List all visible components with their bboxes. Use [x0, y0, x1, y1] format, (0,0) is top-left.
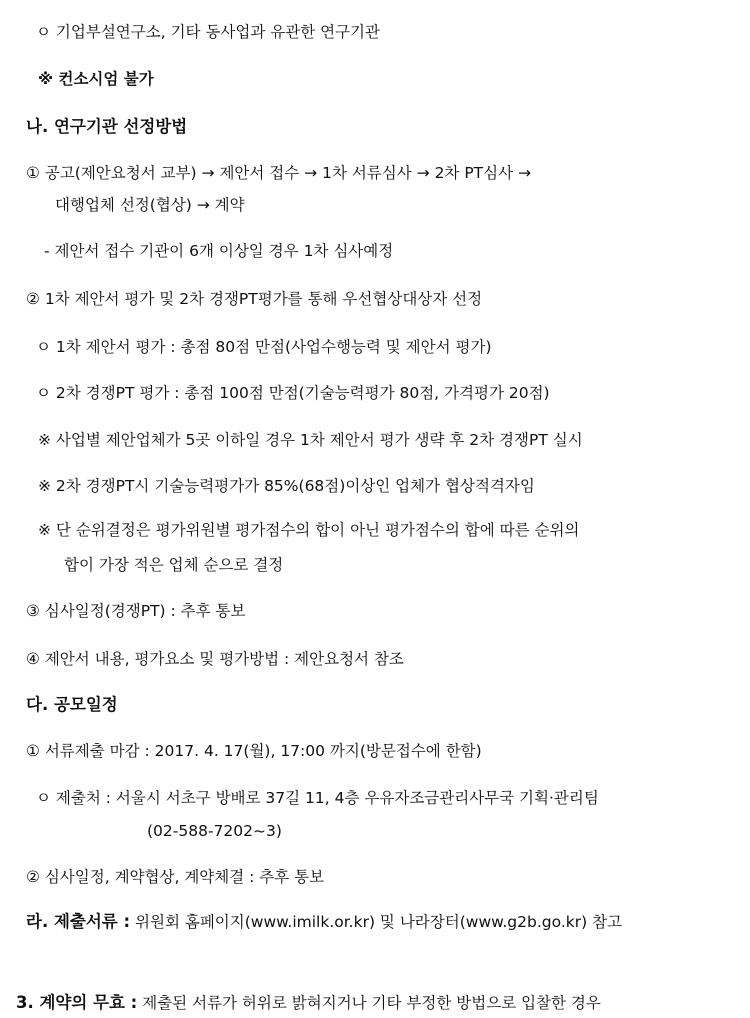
contract-void-line — [16, 993, 601, 1013]
submit-docs-label: 라. 제출서류 : — [26, 912, 131, 931]
note-skip-round-1: ※ 사업별 제안업체가 5곳 이하일 경우 1차 제안서 평가 생략 후 2차 경쟁PT 실시 — [38, 431, 583, 449]
screening-note: - 제안서 접수 기관이 6개 이상일 경우 1차 심사예정 — [44, 242, 394, 260]
submission-address: ㅇ 제출처 : 서울시 서초구 방배로 37길 11, 4층 우유자조금관리사무국 기획·관리팀 — [36, 789, 599, 807]
section-heading-schedule: 다. 공모일정 — [26, 695, 118, 714]
submission-phone: (02-588-7202~3) — [147, 822, 282, 840]
evaluation-round-1: ㅇ 1차 제안서 평가 : 총점 80점 만점(사업수행능력 및 제안서 평가) — [36, 338, 492, 356]
contract-void-label: 3. 계약의 무효 : — [16, 993, 138, 1012]
process-step-1: ① 공고(제안요청서 교부) → 제안서 접수 → 1차 서류심사 → 2차 PT심사 → — [26, 164, 532, 182]
process-step-2: ② 1차 제안서 평가 및 2차 경쟁PT평가를 통해 우선협상대상자 선정 — [26, 290, 483, 308]
consortium-note: ※ 컨소시엄 불가 — [38, 70, 154, 88]
submit-docs-line — [26, 912, 622, 932]
research-institute-item: ㅇ 기업부설연구소, 기타 동사업과 유관한 연구기관 — [36, 23, 380, 41]
note-eligibility: ※ 2차 경쟁PT시 기술능력평가가 85%(68점)이상인 업체가 협상적격자임 — [38, 477, 535, 495]
schedule-step-1: ① 서류제출 마감 : 2017. 4. 17(월), 17:00 까지(방문접수에 한함) — [26, 742, 482, 760]
section-heading-selection: 나. 연구기관 선정방법 — [26, 117, 188, 136]
schedule-step-2: ② 심사일정, 계약협상, 계약체결 : 추후 통보 — [26, 868, 325, 886]
note-ranking-cont: 합이 가장 적은 업체 순으로 결정 — [64, 556, 284, 574]
evaluation-round-2: ㅇ 2차 경쟁PT 평가 : 총점 100점 만점(기술능력평가 80점, 가격평가 20점) — [36, 384, 550, 402]
submit-docs-text: 위원회 홈페이지(www.imilk.or.kr) 및 나라장터(www.g2b.go.kr) 참고 — [135, 913, 623, 931]
contract-void-text: 제출된 서류가 허위로 밝혀지거나 기타 부정한 방법으로 입찰한 경우 — [142, 994, 601, 1012]
process-step-4: ④ 제안서 내용, 평가요소 및 평가방법 : 제안요청서 참조 — [26, 650, 404, 668]
process-step-3: ③ 심사일정(경쟁PT) : 추후 통보 — [26, 602, 246, 620]
note-ranking: ※ 단 순위결정은 평가위원별 평가점수의 합이 아닌 평가점수의 합에 따른 순위의 — [38, 521, 580, 539]
process-step-1-cont: 대행업체 선정(협상) → 계약 — [55, 196, 245, 214]
